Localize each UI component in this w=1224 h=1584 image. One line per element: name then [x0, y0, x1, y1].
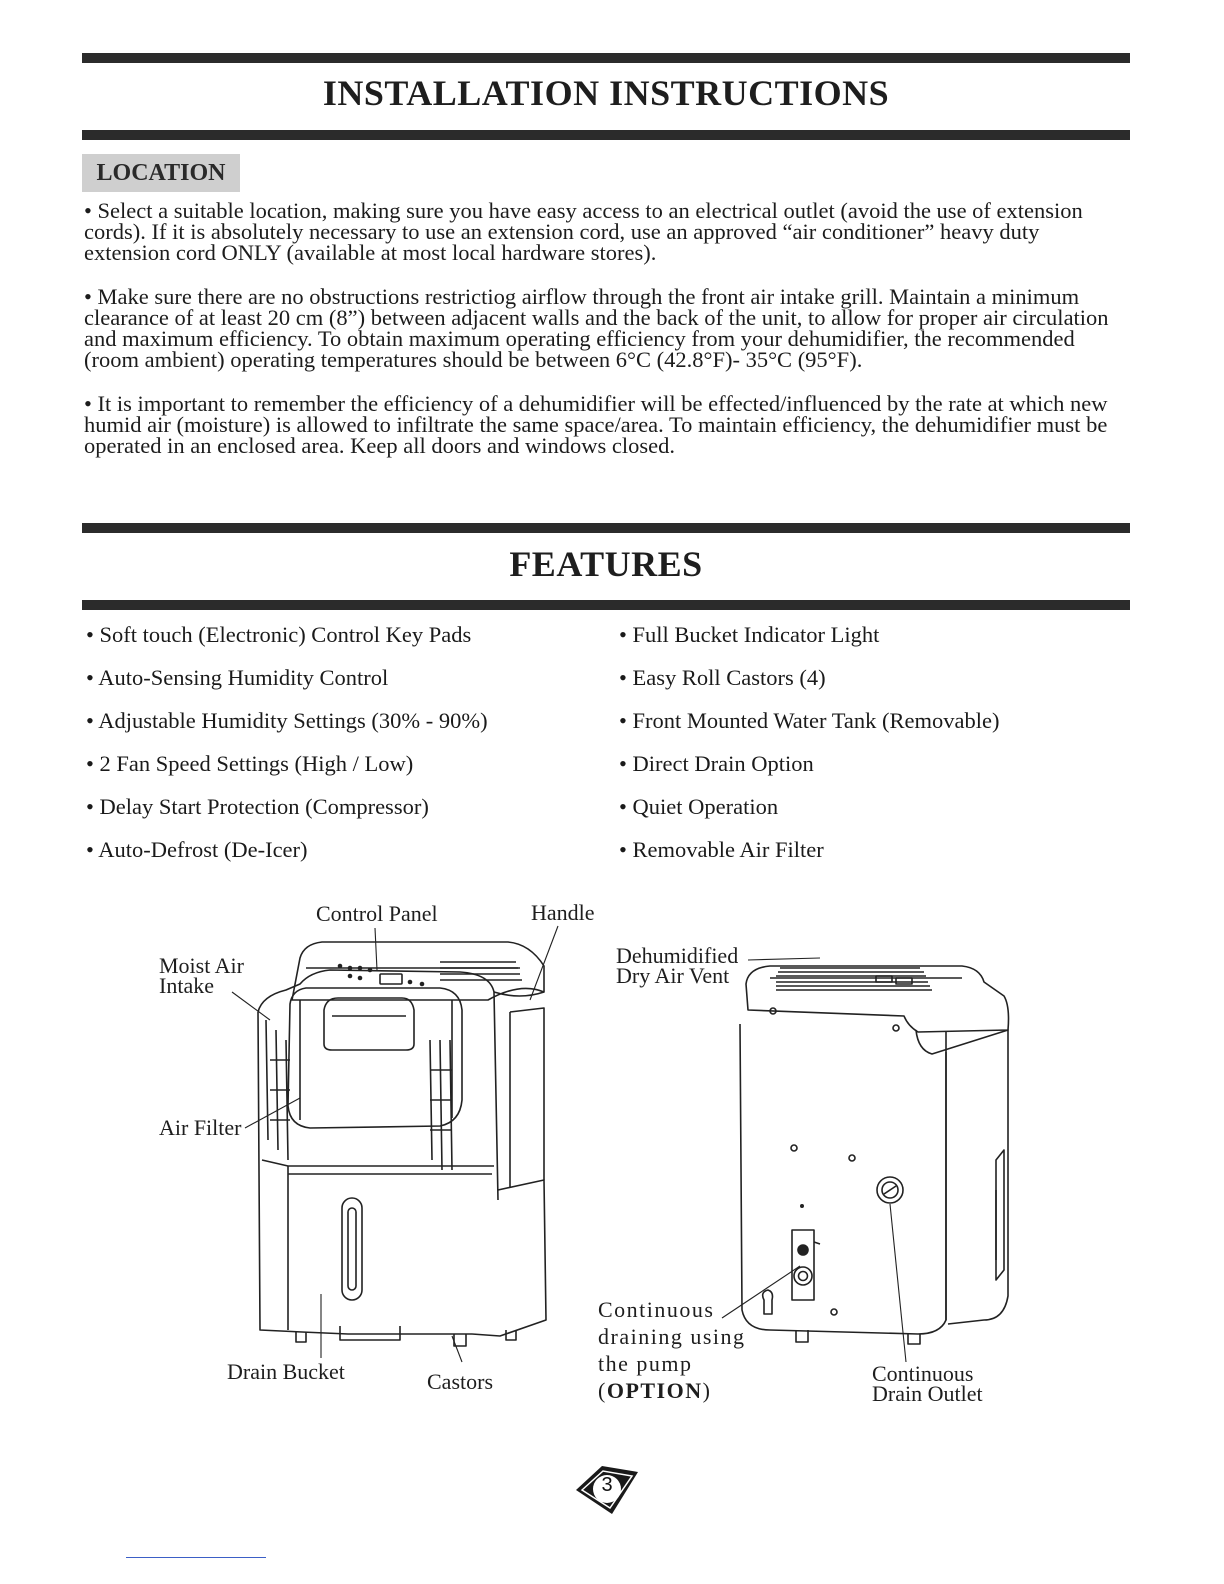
pump-option-line: (OPTION): [598, 1378, 712, 1403]
label-dry-air-vent: Dehumidified Dry Air Vent: [616, 943, 739, 988]
label-drain-bucket: Drain Bucket: [227, 1359, 345, 1384]
feature-item: • Direct Drain Option: [619, 751, 814, 776]
features-title: FEATURES: [509, 544, 703, 584]
feature-item: • 2 Fan Speed Settings (High / Low): [86, 751, 414, 776]
feature-item: • Removable Air Filter: [619, 837, 824, 862]
feature-item: • Front Mounted Water Tank (Removable): [619, 708, 1000, 733]
location-paragraph-3: • It is important to remember the efficiency of a dehumidifier will be effected/influenced by the rate at which new humid air (moisture) is allowed to infiltrate the same space/area. To maintain efficiency, the dehumidifier must be operated in an enclosed area. Keep all doors and windows closed.: [84, 391, 1108, 458]
back-unit-drawing: [740, 966, 1009, 1344]
location-paragraph-1: • Select a suitable location, making sure you have easy access to an electrical outlet (avoid the use of extension cords). If it is absolutely necessary to use an extension cord, use an approved “air conditioner” heavy duty extension cord ONLY (available at most local hardware stores).: [84, 198, 1083, 265]
feature-item: • Quiet Operation: [619, 794, 779, 819]
feature-item: • Soft touch (Electronic) Control Key Pads: [86, 622, 472, 647]
label-castors: Castors: [427, 1369, 493, 1394]
label-air-filter: Air Filter: [159, 1115, 242, 1140]
label-handle: Handle: [531, 900, 595, 925]
callout-leaders: [232, 926, 906, 1362]
feature-item: • Delay Start Protection (Compressor): [86, 794, 429, 819]
feature-item: • Adjustable Humidity Settings (30% - 90%): [86, 708, 488, 733]
feature-item: • Full Bucket Indicator Light: [619, 622, 880, 647]
page-number: 3: [601, 1474, 613, 1496]
installation-title: INSTALLATION INSTRUCTIONS: [322, 73, 890, 113]
feature-item: • Auto-Sensing Humidity Control: [86, 665, 389, 690]
feature-item: • Easy Roll Castors (4): [619, 665, 826, 690]
label-control-panel: Control Panel: [316, 901, 438, 926]
front-unit-drawing: [258, 942, 546, 1346]
label-pump-draining: Continuous draining using the pump (OPTION): [598, 1297, 746, 1403]
location-label: LOCATION: [82, 154, 240, 192]
feature-item: • Auto-Defrost (De-Icer): [86, 837, 308, 862]
label-continuous-drain-outlet: Continuous Drain Outlet: [872, 1361, 983, 1406]
label-moist-air-intake: Moist Air Intake: [159, 953, 244, 998]
location-paragraph-2: • Make sure there are no obstructions restrictiog airflow through the front air intake grill. Maintain a minimum clearance of at least 20 cm (8”) between adjacent walls and the back of the unit, to allow for proper air circulation and maximum efficiency. To obtain maximum operating efficiency from your dehumidifier, the recommended (room ambient) operating temperatures should be between 6°C (42.8°F)- 35°C (95°F).: [84, 284, 1109, 372]
bottom-divider: [126, 1557, 266, 1558]
